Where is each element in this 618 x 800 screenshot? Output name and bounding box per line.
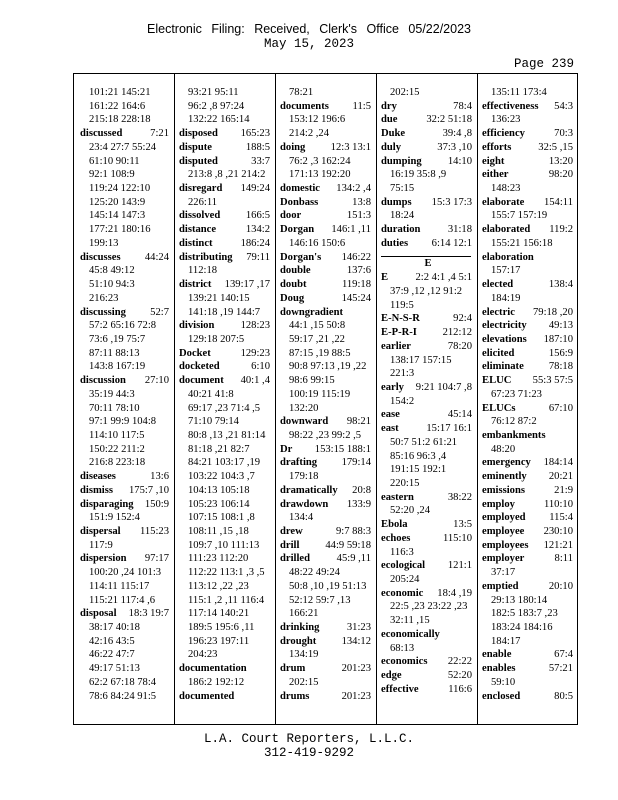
index-entry-word: drums 201:23 — [280, 690, 371, 702]
index-entry-refs: 145:14 147:3 — [89, 210, 146, 222]
index-entry-word: ecological 121:1 — [381, 560, 472, 572]
index-entry-word: echoes 115:10 — [381, 532, 472, 544]
index-entry-refs: 76:2 ,3 162:24 — [289, 155, 351, 167]
index-entry-refs: 44:1 ,15 50:8 — [289, 320, 346, 332]
index-entry-refs: 16:19 35:8 ,9 — [390, 169, 447, 181]
index-entry-word: eastern 38:22 — [381, 491, 472, 503]
index-entry-refs: 75:15 — [390, 183, 415, 195]
index-entry-refs: 119:5 — [390, 299, 414, 311]
index-entry-word: duties 6:14 12:1 — [381, 237, 472, 249]
index-entry-word: Donbass 13:8 — [280, 196, 371, 208]
index-entry-refs: 132:22 165:14 — [188, 114, 250, 126]
index-entry-refs: 73:6 ,19 75:7 — [89, 333, 146, 345]
index-entry-word: embankments — [482, 429, 546, 441]
index-entry-refs: 115:21 117:4 ,6 — [89, 594, 156, 606]
column-divider — [174, 74, 175, 724]
index-entry-word: economics 22:22 — [381, 656, 472, 668]
index-entry-word: enables 57:21 — [482, 663, 573, 675]
index-entry-refs: 134:19 — [289, 649, 319, 661]
index-entry-word: diseases 13:6 — [80, 471, 169, 483]
index-entry-word: downgradient — [280, 306, 343, 318]
index-entry-refs: 138:17 157:15 — [390, 354, 452, 366]
index-entry-refs: 161:22 164:6 — [89, 100, 146, 112]
index-entry-refs: 204:23 — [188, 649, 218, 661]
index-entry-word: district 139:17 ,17 — [179, 279, 270, 291]
index-entry-word: electricity 49:13 — [482, 320, 573, 332]
index-entry-refs: 93:21 95:11 — [188, 87, 239, 98]
index-entry-word: disparaging 150:9 — [80, 498, 169, 510]
index-entry-refs: 52:12 59:7 ,13 — [289, 594, 351, 606]
index-entry-refs: 113:12 ,22 ,23 — [188, 580, 249, 592]
index-entry-word: elaborate 154:11 — [482, 196, 573, 208]
index-entry-word: dumps 15:3 17:3 — [381, 196, 472, 208]
index-entry-word: either 98:20 — [482, 169, 573, 181]
index-entry-word: disputed 33:7 — [179, 155, 270, 167]
index-entry-word: drum 201:23 — [280, 663, 371, 675]
index-entry-word: documentation — [179, 663, 247, 675]
index-entry-refs: 119:24 122:10 — [89, 183, 151, 195]
index-entry-word: ELUCs 67:10 — [482, 402, 573, 414]
index-entry-word: distributing 79:11 — [179, 251, 270, 263]
index-entry-word: doubt 119:18 — [280, 279, 371, 291]
index-entry-refs: 141:18 ,19 144:7 — [188, 306, 261, 318]
index-entry-word: economic 18:4 ,19 — [381, 587, 472, 599]
index-entry-refs: 57:2 65:16 72:8 — [89, 320, 157, 332]
index-entry-refs: 78:6 84:24 91:5 — [89, 690, 157, 702]
index-entry-word: E 2:2 4:1 ,4 5:1 — [381, 272, 472, 284]
index-entry-word: earlier 78:20 — [381, 340, 472, 352]
index-entry-refs: 32:11 ,15 — [390, 615, 430, 627]
reporter-company: L.A. Court Reporters, L.L.C. — [203, 732, 415, 746]
index-entry-refs: 101:21 145:21 — [89, 87, 151, 98]
index-entry-word: disposed 165:23 — [179, 128, 270, 140]
index-entry-refs: 183:24 184:16 — [491, 622, 553, 634]
index-entry-refs: 111:23 112:20 — [188, 553, 249, 565]
index-entry-refs: 171:13 192:20 — [289, 169, 351, 181]
index-entry-refs: 150:22 211:2 — [89, 443, 145, 455]
index-entry-refs: 177:21 180:16 — [89, 224, 151, 236]
index-entry-refs: 71:10 79:14 — [188, 416, 239, 428]
index-entry-refs: 157:17 — [491, 265, 521, 277]
word-index-frame — [73, 73, 578, 725]
index-entry-refs: 191:15 192:1 — [390, 464, 447, 476]
index-entry-refs: 215:18 228:18 — [89, 114, 151, 126]
index-entry-refs: 18:24 — [390, 210, 415, 222]
index-entry-word: eminently 20:21 — [482, 471, 573, 483]
index-entry-word: employee 230:10 — [482, 526, 573, 537]
index-entry-refs: 67:23 71:23 — [491, 388, 542, 400]
index-entry-refs: 103:22 104:3 ,7 — [188, 471, 255, 483]
index-entry-refs: 90:8 97:13 ,19 ,22 — [289, 361, 367, 373]
index-entry-word: elected 138:4 — [482, 279, 573, 291]
index-entry-refs: 179:18 — [289, 471, 319, 483]
column-divider — [275, 74, 276, 724]
index-entry-word: drill 44:9 59:18 — [280, 539, 371, 551]
index-entry-word: enable 67:4 — [482, 649, 573, 661]
index-entry-refs: 46:22 47:7 — [89, 649, 135, 661]
index-entry-refs: 50:7 51:2 61:21 — [390, 436, 458, 448]
index-entry-word: division 128:23 — [179, 320, 270, 332]
index-entry-refs: 226:11 — [188, 196, 218, 208]
index-entry-refs: 96:2 ,8 97:24 — [188, 100, 245, 112]
index-section-letter: E — [424, 258, 432, 270]
index-entry-refs: 98:6 99:15 — [289, 375, 335, 387]
index-entry-refs: 50:8 ,10 ,19 51:13 — [289, 580, 367, 592]
index-entry-word: duly 37:3 ,10 — [381, 141, 472, 153]
index-entry-word: east 15:17 16:1 — [381, 423, 472, 435]
index-entry-refs: 85:16 96:3 ,4 — [390, 450, 447, 462]
index-entry-word: drew 9:7 88:3 — [280, 526, 371, 537]
index-entry-word: dispute 188:5 — [179, 141, 270, 153]
index-entry-word: distance 134:2 — [179, 224, 270, 236]
index-entry-word: docketed 6:10 — [179, 361, 270, 373]
index-entry-word: dry 78:4 — [381, 100, 472, 112]
index-entry-refs: 38:17 40:18 — [89, 622, 140, 634]
index-entry-word: employed 115:4 — [482, 512, 573, 524]
index-entry-refs: 221:3 — [390, 368, 415, 380]
index-entry-word: disregard 149:24 — [179, 183, 270, 195]
index-entry-refs: 48:20 — [491, 443, 516, 455]
index-entry-word: document 40:1 ,4 — [179, 375, 270, 387]
index-entry-refs: 117:14 140:21 — [188, 608, 250, 620]
filing-stamp: Electronic Filing: Received, Clerk's Office 05/22/2023 — [147, 22, 471, 36]
index-entry-refs: 136:23 — [491, 114, 521, 126]
index-entry-word: emptied 20:10 — [482, 580, 573, 592]
index-entry-word: emergency 184:14 — [482, 457, 573, 469]
index-entry-word: documents 11:5 — [280, 100, 371, 112]
index-entry-word: E-N-S-R 92:4 — [381, 313, 472, 325]
index-entry-refs: 205:24 — [390, 574, 420, 586]
index-entry-refs: 87:11 88:13 — [89, 347, 140, 359]
index-entry-refs: 100:19 115:19 — [289, 388, 351, 400]
index-entry-refs: 213:8 ,8 ,21 214:2 — [188, 169, 266, 181]
index-entry-word: drought 134:12 — [280, 635, 371, 647]
index-entry-refs: 105:23 106:14 — [188, 498, 250, 510]
index-entry-word: efficiency 70:3 — [482, 128, 573, 140]
index-entry-refs: 114:11 115:17 — [89, 580, 150, 592]
index-entry-refs: 134:4 — [289, 512, 314, 524]
column-divider — [477, 74, 478, 724]
index-entry-word: dispersion 97:17 — [80, 553, 169, 565]
index-entry-word: Dorgan's 146:22 — [280, 251, 371, 263]
index-entry-refs: 22:5 ,23 23:22 ,23 — [390, 601, 468, 613]
index-entry-refs: 216:23 — [89, 292, 119, 304]
index-entry-refs: 108:11 ,15 ,18 — [188, 526, 249, 537]
index-entry-word: discusses 44:24 — [80, 251, 169, 263]
index-entry-word: electric 79:18 ,20 — [482, 306, 573, 318]
index-entry-word: drilled 45:9 ,11 — [280, 553, 371, 565]
index-entry-refs: 51:10 94:3 — [89, 279, 135, 291]
index-entry-refs: 184:19 — [491, 292, 521, 304]
index-entry-word: elaboration — [482, 251, 534, 263]
index-entry-refs: 48:22 49:24 — [289, 567, 340, 579]
index-entry-word: elevations 187:10 — [482, 333, 573, 345]
index-entry-refs: 92:1 108:9 — [89, 169, 135, 181]
index-entry-refs: 37:17 — [491, 567, 516, 579]
index-entry-word: emissions 21:9 — [482, 484, 573, 496]
index-column-4 — [381, 86, 475, 718]
index-entry-word: employ 110:10 — [482, 498, 573, 510]
index-entry-refs: 81:18 ,21 82:7 — [188, 443, 250, 455]
index-entry-refs: 80:8 ,13 ,21 81:14 — [188, 429, 266, 441]
index-entry-word: ease 45:14 — [381, 409, 472, 421]
index-entry-refs: 199:13 — [89, 237, 119, 249]
index-entry-refs: 117:9 — [89, 539, 113, 551]
reporter-phone: 312-419-9292 — [263, 746, 354, 760]
index-entry-word: elaborated 119:2 — [482, 224, 573, 236]
index-entry-refs: 114:10 117:5 — [89, 429, 145, 441]
index-entry-word: eliminate 78:18 — [482, 361, 573, 373]
index-entry-word: ELUC 55:3 57:5 — [482, 375, 573, 387]
index-entry-refs: 97:1 99:9 104:8 — [89, 416, 157, 428]
index-entry-word: elicited 156:9 — [482, 347, 573, 359]
index-entry-refs: 116:3 — [390, 546, 414, 558]
index-entry-word: domestic 134:2 ,4 — [280, 183, 371, 195]
index-entry-refs: 104:13 105:18 — [188, 484, 250, 496]
index-entry-refs: 132:20 — [289, 402, 319, 414]
index-entry-refs: 148:23 — [491, 183, 521, 195]
index-entry-word: dismiss 175:7 ,10 — [80, 484, 169, 496]
index-entry-refs: 135:11 173:4 — [491, 87, 547, 98]
index-entry-refs: 45:8 49:12 — [89, 265, 135, 277]
index-entry-refs: 49:17 51:13 — [89, 663, 140, 675]
index-entry-refs: 107:15 108:1 ,8 — [188, 512, 255, 524]
index-entry-refs: 109:7 ,10 111:13 — [188, 539, 260, 551]
index-entry-word: early 9:21 104:7 ,8 — [381, 381, 472, 393]
hearing-date: May 15, 2023 — [263, 37, 354, 51]
index-entry-refs: 182:5 183:7 ,23 — [491, 608, 558, 620]
index-entry-refs: 166:21 — [289, 608, 319, 620]
index-entry-refs: 112:22 113:1 ,3 ,5 — [188, 567, 265, 579]
index-entry-refs: 59:10 — [491, 676, 516, 688]
index-entry-refs: 59:17 ,21 ,22 — [289, 333, 345, 345]
index-column-2 — [179, 86, 273, 718]
index-entry-refs: 100:20 ,24 101:3 — [89, 567, 162, 579]
index-entry-word: double 137:6 — [280, 265, 371, 277]
index-entry-word: Ebola 13:5 — [381, 519, 472, 531]
index-entry-word: discussion 27:10 — [80, 375, 169, 387]
index-entry-refs: 146:16 150:6 — [289, 237, 346, 249]
index-entry-refs: 184:17 — [491, 635, 521, 647]
page-number: Page 239 — [513, 57, 574, 71]
index-entry-word: dissolved 166:5 — [179, 210, 270, 222]
index-entry-refs: 37:9 ,12 ,12 91:2 — [390, 285, 463, 297]
index-entry-refs: 125:20 143:9 — [89, 196, 146, 208]
index-entry-refs: 139:21 140:15 — [188, 292, 250, 304]
index-blank-line — [381, 251, 475, 258]
index-entry-refs: 112:18 — [188, 265, 218, 277]
index-entry-refs: 40:21 41:8 — [188, 388, 234, 400]
index-entry-word: disposal 18:3 19:7 — [80, 608, 169, 620]
index-entry-word: due 32:2 51:18 — [381, 114, 472, 126]
index-entry-word: Duke 39:4 ,8 — [381, 128, 472, 140]
index-entry-word: downward 98:21 — [280, 416, 371, 428]
index-entry-word: economically — [381, 628, 440, 640]
index-entry-refs: 52:20 ,24 — [390, 505, 431, 517]
index-entry-word: effectiveness 54:3 — [482, 100, 573, 112]
index-entry-refs: 35:19 44:3 — [89, 388, 135, 400]
index-entry-word: Doug 145:24 — [280, 292, 371, 304]
index-entry-refs: 202:15 — [289, 676, 319, 688]
index-entry-refs: 29:13 180:14 — [491, 594, 548, 606]
index-entry-word: discussed 7:21 — [80, 128, 169, 140]
index-column-3 — [280, 86, 374, 718]
index-entry-refs: 61:10 90:11 — [89, 155, 140, 167]
index-entry-word: effective 116:6 — [381, 683, 472, 695]
index-entry-refs: 202:15 — [390, 87, 420, 98]
index-entry-word: edge 52:20 — [381, 670, 472, 682]
index-column-1 — [80, 86, 172, 718]
index-entry-word: dramatically 20:8 — [280, 484, 371, 496]
index-entry-refs: 87:15 ,19 88:5 — [289, 347, 351, 359]
index-entry-refs: 189:5 195:6 ,11 — [188, 622, 255, 634]
index-entry-word: door 151:3 — [280, 210, 371, 222]
index-entry-refs: 186:2 192:12 — [188, 676, 245, 688]
index-entry-word: E-P-R-I 212:12 — [381, 327, 472, 339]
index-entry-refs: 155:21 156:18 — [491, 237, 553, 249]
index-entry-word: duration 31:18 — [381, 224, 472, 236]
index-entry-refs: 69:17 ,23 71:4 ,5 — [188, 402, 261, 414]
index-entry-refs: 78:21 — [289, 87, 314, 98]
index-column-5 — [482, 86, 576, 718]
index-entry-word: drafting 179:14 — [280, 457, 371, 469]
index-entry-word: distinct 186:24 — [179, 237, 270, 249]
index-entry-word: employer 8:11 — [482, 553, 573, 565]
index-entry-refs: 155:7 157:19 — [491, 210, 548, 222]
index-entry-word: discussing 52:7 — [80, 306, 169, 318]
index-entry-refs: 76:12 87:2 — [491, 416, 537, 428]
index-entry-word: drinking 31:23 — [280, 622, 371, 634]
index-entry-refs: 62:2 67:18 78:4 — [89, 676, 157, 688]
index-entry-refs: 98:22 ,23 99:2 ,5 — [289, 429, 362, 441]
index-entry-refs: 84:21 103:17 ,19 — [188, 457, 261, 469]
column-divider — [376, 74, 377, 724]
index-entry-refs: 115:1 ,2 ,11 116:4 — [188, 594, 265, 606]
index-entry-refs: 68:13 — [390, 642, 415, 654]
index-entry-word: dumping 14:10 — [381, 155, 472, 167]
index-entry-word: Dr 153:15 188:1 — [280, 443, 371, 455]
index-entry-word: Dorgan 146:1 ,11 — [280, 224, 371, 236]
index-entry-refs: 70:11 78:10 — [89, 402, 140, 414]
index-entry-word: drawdown 133:9 — [280, 498, 371, 510]
index-entry-refs: 42:16 43:5 — [89, 635, 135, 647]
index-entry-refs: 216:8 223:18 — [89, 457, 146, 469]
index-entry-refs: 151:9 152:4 — [89, 512, 140, 524]
index-entry-refs: 196:23 197:11 — [188, 635, 250, 647]
index-entry-word: enclosed 80:5 — [482, 690, 573, 702]
index-entry-refs: 153:12 196:6 — [289, 114, 346, 126]
index-entry-refs: 143:8 167:19 — [89, 361, 146, 373]
index-entry-word: Docket 129:23 — [179, 347, 270, 359]
index-entry-word: documented — [179, 690, 235, 702]
index-entry-word: doing 12:3 13:1 — [280, 141, 371, 153]
index-entry-word: efforts 32:5 ,15 — [482, 141, 573, 153]
index-entry-word: eight 13:20 — [482, 155, 573, 167]
index-entry-refs: 214:2 ,24 — [289, 128, 330, 140]
index-entry-word: employees 121:21 — [482, 539, 573, 551]
index-entry-refs: 23:4 27:7 55:24 — [89, 141, 157, 153]
index-entry-word: dispersal 115:23 — [80, 526, 169, 537]
index-entry-refs: 154:2 — [390, 395, 415, 407]
index-entry-refs: 129:18 207:5 — [188, 333, 245, 345]
index-entry-refs: 220:15 — [390, 477, 420, 489]
